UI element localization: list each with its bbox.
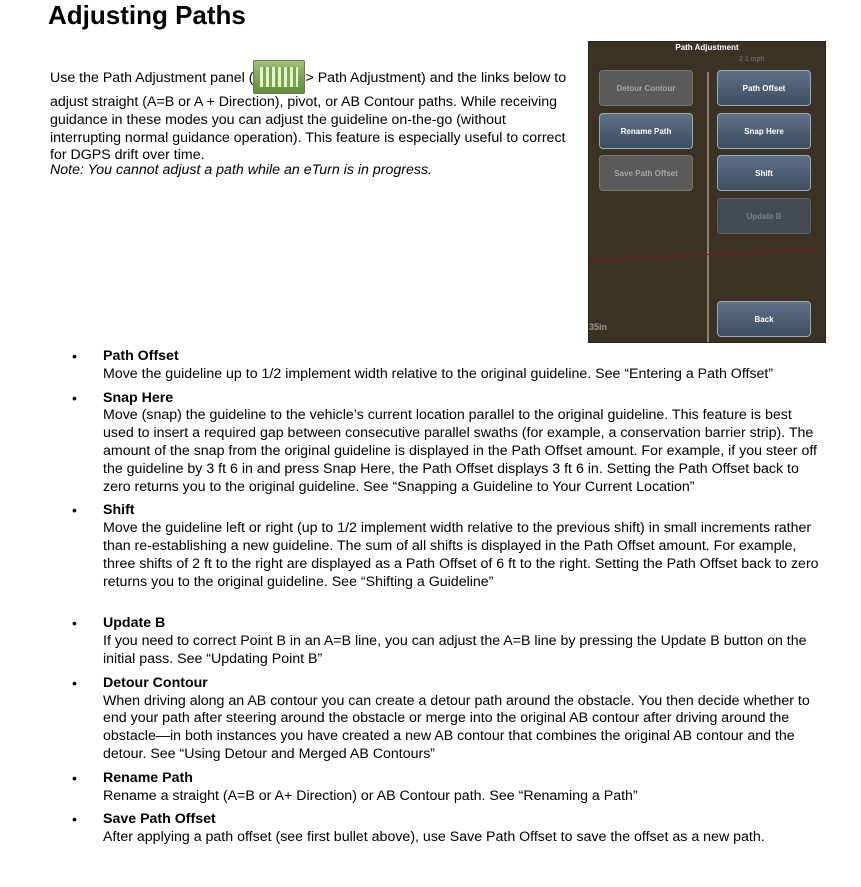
back-button[interactable]: Back [717,301,811,337]
list-item [72,390,822,497]
bullet-heading: • Path Offset [103,348,179,364]
bullet-heading: • Shift [103,502,135,519]
intro-paragraph [50,60,570,165]
bullet-text: When driving along an AB contour you can create a detour path around the obstacle. You then decide whether to end your path after steering around the obstacle or merge into the original AB contour after driving around the obstacle—in both instances you have created a new AB contour that combines the original AB contour and the detour. See “Using Detour and Merged AB Contours” [103,692,810,762]
panel-divider [707,72,709,342]
page-title: Adjusting Paths [48,0,246,30]
bullet-heading: • Detour Contour [103,674,208,691]
save-path-offset-button[interactable]: Save Path Offset [599,155,693,191]
update-b-button[interactable]: Update B [717,198,811,234]
list-item [72,770,822,806]
detour-contour-button[interactable]: Detour Contour [599,70,693,106]
rename-path-button[interactable]: Rename Path [599,113,693,149]
bullet-heading: • Rename Path [103,769,193,786]
implement-width-label: 35in [589,322,608,332]
speed-readout: 2.1 mph [739,56,765,63]
bullet-text: If you need to correct Point B in an A=B line, you can adjust the A=B line by pressing the Update B button on the initial pass. See “Updating Point B” [103,633,807,667]
feature-list [72,348,822,847]
bullet-text: Move (snap) the guideline to the vehicle’s current location parallel to the original guideline. This feature is best used to insert a required gap between consecutive parallel swaths (for example, a conservation barrier strip). The amount of the snap from the original guideline is displayed in the Path Offset amount. For example, if you steer off the guideline by 3 ft 6 in and press Snap Here, the Path Offset displays 3 ft 6 in. Setting the Path Offset back to zero returns you to the original guideline. See “Snapping a Guideline to Your Current Location” [103,407,817,495]
bullet-heading: • Snap Here [103,389,174,406]
field-icon [253,60,305,94]
path-offset-button[interactable]: Path Offset [717,70,811,106]
list-item [72,811,822,847]
list-item [72,348,822,384]
snap-here-button[interactable]: Snap Here [717,113,811,149]
intro-text-1: Use the Path Adjustment panel ( [50,70,254,86]
note: Note: You cannot adjust a path while an eTurn is in progress. [50,162,432,178]
list-item [72,675,822,764]
bullet-heading: • Update B [103,615,166,632]
panel-header: Path Adjustment [675,43,739,52]
bullet-heading: • Save Path Offset [103,811,216,828]
bullet-text: Move the guideline up to 1/2 implement width relative to the original guideline. See “Entering a Path Offset” [103,365,774,382]
intro-text-2: > Path Adjustment) and the links below to adjust straight (A=B or A + Direction), pivot, or AB Contour paths. While receiving guidance in these modes you can adjust the guideline on-the-go (without interrupting normal guidance operation). This feature is especially useful to correct for DGPS drift over time. [50,70,567,164]
bullet-text: Rename a straight (A=B or A+ Direction) or AB Contour path. See “Renaming a Path” [103,787,638,804]
path-adjustment-screenshot [588,41,826,343]
bullet-text: After applying a path offset (see first bullet above), use Save Path Offset to save the offset as a new path. [103,829,765,846]
list-item [72,615,822,668]
bullet-text: Move the guideline left or right (up to 1/2 implement width relative to the previous shift) in small increments rather than re-establishing a new guideline. The sum of all shifts is displayed in the Path Offset amount. For example, three shifts of 2 ft to the right are displayed as a Path Offset of 6 ft to the right. Setting the Path Offset back to zero returns you to the original guideline. See “Shifting a Guideline” [103,520,819,590]
list-item [72,502,822,591]
shift-button[interactable]: Shift [717,155,811,191]
